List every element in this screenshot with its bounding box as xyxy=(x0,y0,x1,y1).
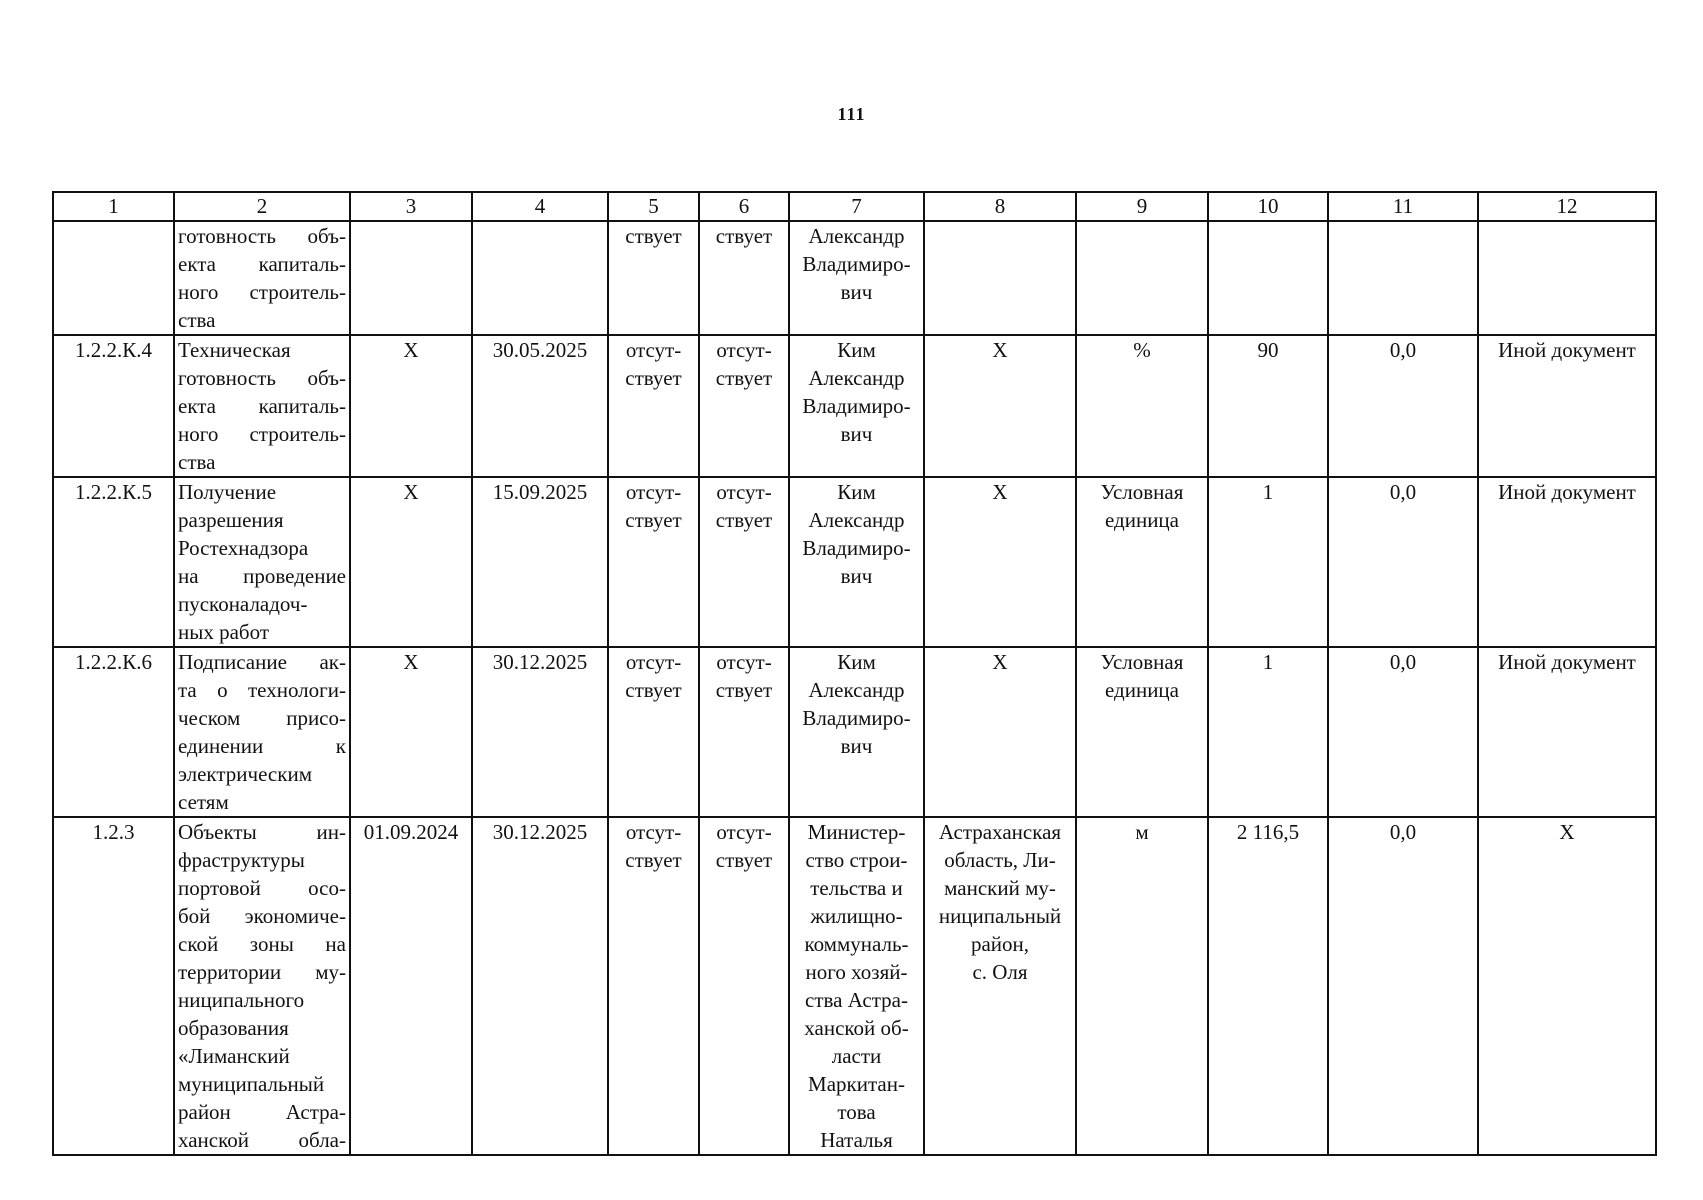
cell-start-date: X xyxy=(350,477,472,647)
cell-name-line: сетям xyxy=(178,790,229,814)
cell-document-type: Иной документ xyxy=(1478,335,1656,477)
column-header-3: 3 xyxy=(350,192,472,221)
cell-col11 xyxy=(1328,221,1478,335)
cell-document-type: Иной документ xyxy=(1478,477,1656,647)
table-row-1-2-3 xyxy=(53,817,1656,1155)
cell-start-date: 01.09.2024 xyxy=(350,817,472,1155)
cell-name-line: екта капиталь- xyxy=(178,394,346,418)
cell-location: Астраханская область, Ли- манский му- ниципальный район, с. Оля xyxy=(924,817,1076,1155)
cell-name xyxy=(174,221,350,335)
cell-name-line: ства xyxy=(178,308,216,332)
cell-unit: Условная единица xyxy=(1076,647,1208,817)
cell-name xyxy=(174,647,350,817)
cell-location: X xyxy=(924,477,1076,647)
cell-name-line: Получение xyxy=(178,480,277,504)
cell-name-line: ных работ xyxy=(178,620,270,644)
cell-name-line: бой экономиче- xyxy=(178,904,346,928)
column-header-10: 10 xyxy=(1208,192,1328,221)
cell-name-line: образования xyxy=(178,1016,289,1040)
document-table xyxy=(52,191,1657,1156)
cell-col5: отсут- ствует xyxy=(608,647,699,817)
cell-col11: 0,0 xyxy=(1328,647,1478,817)
column-header-2: 2 xyxy=(174,192,350,221)
cell-start-date xyxy=(350,221,472,335)
table-row-1-2-2-k4 xyxy=(53,335,1656,477)
cell-name-line: ниципального xyxy=(178,988,305,1012)
cell-code: 1.2.2.К.5 xyxy=(53,477,174,647)
cell-name xyxy=(174,817,350,1155)
column-header-6: 6 xyxy=(699,192,789,221)
cell-start-date: X xyxy=(350,647,472,817)
column-header-8: 8 xyxy=(924,192,1076,221)
cell-unit: Условная единица xyxy=(1076,477,1208,647)
cell-name-line: фраструктуры xyxy=(178,848,305,872)
cell-name-line: пусконаладоч- xyxy=(178,592,308,616)
cell-col11: 0,0 xyxy=(1328,817,1478,1155)
cell-document-type xyxy=(1478,221,1656,335)
cell-name-line: единении к xyxy=(178,734,346,758)
cell-col11: 0,0 xyxy=(1328,335,1478,477)
cell-value xyxy=(1208,221,1328,335)
cell-name-line: ческом присо- xyxy=(178,706,346,730)
cell-value: 1 xyxy=(1208,647,1328,817)
column-header-5: 5 xyxy=(608,192,699,221)
cell-col5: отсут- ствует xyxy=(608,817,699,1155)
column-header-12: 12 xyxy=(1478,192,1656,221)
cell-col6: отсут- ствует xyxy=(699,817,789,1155)
cell-location: X xyxy=(924,647,1076,817)
cell-name-line: готовность объ- xyxy=(178,224,346,248)
cell-name-line: готовность объ- xyxy=(178,366,346,390)
cell-name xyxy=(174,477,350,647)
cell-value: 90 xyxy=(1208,335,1328,477)
cell-responsible: Александр Владимиро- вич xyxy=(789,221,924,335)
cell-name-line: Ростехнадзора xyxy=(178,536,309,560)
cell-unit: % xyxy=(1076,335,1208,477)
cell-end-date: 15.09.2025 xyxy=(472,477,608,647)
cell-col6: ствует xyxy=(699,221,789,335)
cell-end-date: 30.05.2025 xyxy=(472,335,608,477)
cell-name-line: разрешения xyxy=(178,508,284,532)
cell-col6: отсут- ствует xyxy=(699,335,789,477)
table-row-1-2-2-k6 xyxy=(53,647,1656,817)
cell-document-type: Иной документ xyxy=(1478,647,1656,817)
cell-col5: отсут- ствует xyxy=(608,335,699,477)
cell-name-line: ханской обла- xyxy=(178,1128,346,1152)
column-header-7: 7 xyxy=(789,192,924,221)
cell-code: 1.2.2.К.6 xyxy=(53,647,174,817)
cell-code xyxy=(53,221,174,335)
cell-name-line: екта капиталь- xyxy=(178,252,346,276)
cell-unit xyxy=(1076,221,1208,335)
cell-col6: отсут- ствует xyxy=(699,647,789,817)
cell-start-date: X xyxy=(350,335,472,477)
cell-responsible: Ким Александр Владимиро- вич xyxy=(789,647,924,817)
cell-code: 1.2.2.К.4 xyxy=(53,335,174,477)
cell-name-line: та о технологи- xyxy=(178,678,346,702)
cell-location xyxy=(924,221,1076,335)
cell-name-line: территории му- xyxy=(178,960,346,984)
cell-name-line: ного строитель- xyxy=(178,280,346,304)
page-number: 111 xyxy=(837,104,866,124)
column-number-header-row xyxy=(53,192,1656,221)
cell-responsible: Министер- ство строи- тельства и жилищно- коммуналь- ного хозяй- ства Астра- ханской об- ласти Маркитан- това Наталья xyxy=(789,817,924,1155)
cell-responsible: Ким Александр Владимиро- вич xyxy=(789,335,924,477)
cell-name-line: портовой осо- xyxy=(178,876,346,900)
cell-code: 1.2.3 xyxy=(53,817,174,1155)
column-header-1: 1 xyxy=(53,192,174,221)
cell-col6: отсут- ствует xyxy=(699,477,789,647)
table-row-1-2-2-k5 xyxy=(53,477,1656,647)
cell-end-date xyxy=(472,221,608,335)
cell-end-date: 30.12.2025 xyxy=(472,647,608,817)
cell-name-line: электрическим xyxy=(178,762,312,786)
cell-end-date: 30.12.2025 xyxy=(472,817,608,1155)
cell-name-line: ного строитель- xyxy=(178,422,346,446)
cell-unit: м xyxy=(1076,817,1208,1155)
cell-value: 2 116,5 xyxy=(1208,817,1328,1155)
column-header-11: 11 xyxy=(1328,192,1478,221)
cell-name-line: на проведение xyxy=(178,564,346,588)
cell-col11: 0,0 xyxy=(1328,477,1478,647)
cell-name-line: Техническая xyxy=(178,338,291,362)
cell-name xyxy=(174,335,350,477)
cell-name-line: ской зоны на xyxy=(178,932,346,956)
cell-name-line: ства xyxy=(178,450,216,474)
table-row-continuation xyxy=(53,221,1656,335)
cell-document-type: X xyxy=(1478,817,1656,1155)
cell-responsible: Ким Александр Владимиро- вич xyxy=(789,477,924,647)
cell-name-line: «Лиманский xyxy=(178,1044,290,1068)
cell-location: X xyxy=(924,335,1076,477)
cell-value: 1 xyxy=(1208,477,1328,647)
cell-name-line: муниципальный xyxy=(178,1072,325,1096)
cell-col5: отсут- ствует xyxy=(608,477,699,647)
column-header-4: 4 xyxy=(472,192,608,221)
cell-name-line: район Астра- xyxy=(178,1100,346,1124)
cell-col5: ствует xyxy=(608,221,699,335)
column-header-9: 9 xyxy=(1076,192,1208,221)
cell-name-line: Объекты ин- xyxy=(178,820,346,844)
cell-name-line: Подписание ак- xyxy=(178,650,346,674)
